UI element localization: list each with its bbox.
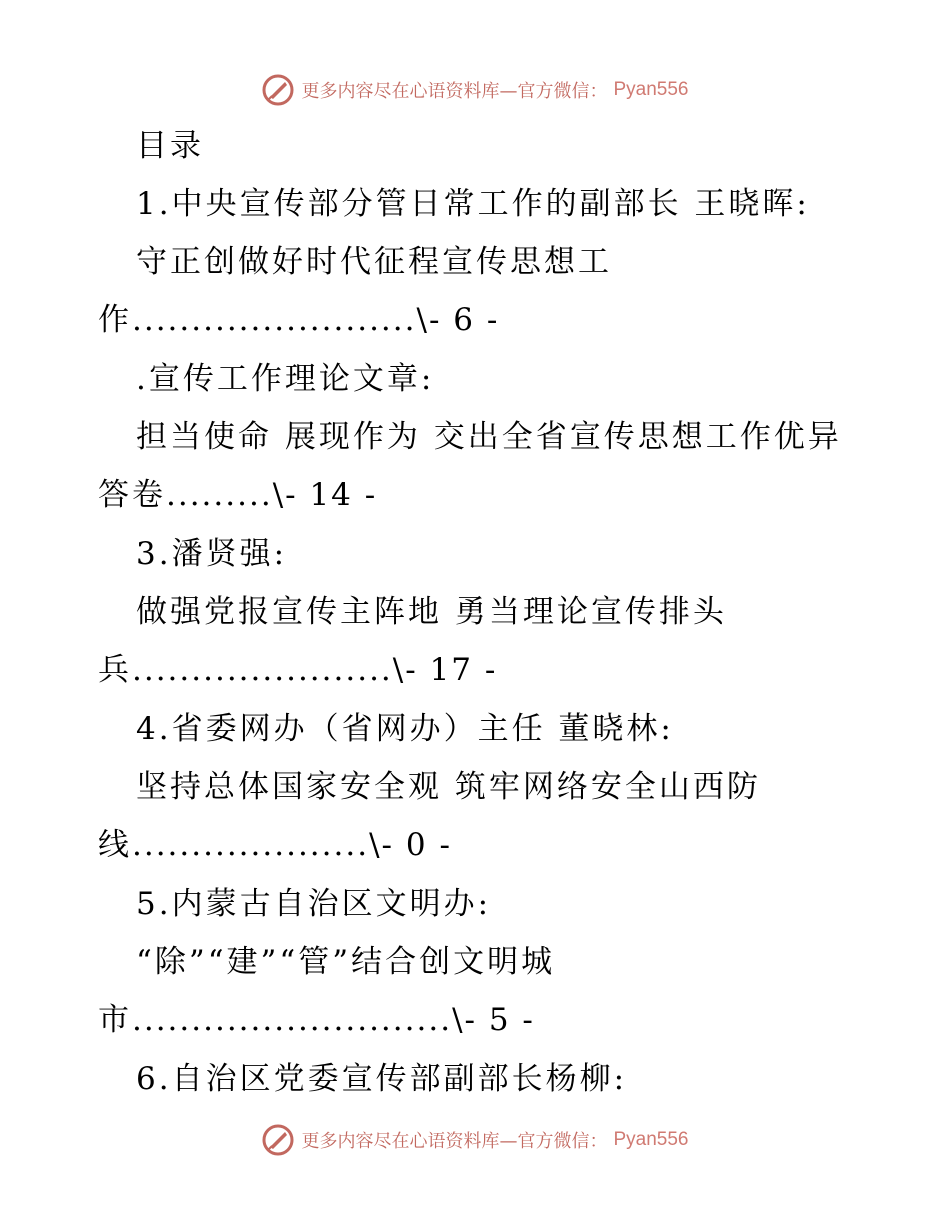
toc-entry-tail: 作: [98, 302, 132, 338]
toc-leader-dots: ....................: [132, 827, 370, 863]
toc-entry-subtitle: 做强党报宣传主阵地 勇当理论宣传排头: [136, 594, 727, 630]
toc-leader-dots: .........: [166, 477, 273, 513]
quill-logo-icon: [261, 1123, 295, 1157]
toc-leader-dots: ......................: [132, 652, 393, 688]
toc-entry-title: 3.潘贤强:: [136, 536, 288, 572]
toc-entry-tail: 答卷: [98, 477, 166, 513]
toc-entry-leader[interactable]: [98, 466, 377, 524]
toc-entry-subtitle: “除”“建”“管”结合创文明城: [136, 944, 556, 980]
toc-entry-subtitle: 坚持总体国家安全观 筑牢网络安全山西防: [136, 769, 761, 805]
toc-leader-dots: ...........................: [132, 1002, 453, 1038]
quill-logo-icon: [261, 73, 295, 107]
toc-heading: 目录: [136, 128, 204, 164]
toc-entry-title: 5.内蒙古自治区文明办:: [136, 886, 492, 922]
toc-page-number: \- 17 -: [392, 652, 498, 688]
footer-watermark: [0, 1120, 950, 1160]
toc-entry-tail: 市: [98, 1002, 132, 1038]
header-watermark: [0, 70, 950, 110]
toc-page-number: \- 6 -: [416, 302, 500, 338]
toc-entry-title: .宣传工作理论文章:: [136, 361, 435, 397]
toc-entry-leader[interactable]: [98, 991, 535, 1049]
watermark-text: 更多内容尽在心语资料库—官方微信：: [301, 81, 608, 102]
toc-page-number: \- 0 -: [369, 827, 452, 863]
toc-entry-leader[interactable]: [98, 291, 499, 349]
toc-leader-dots: ........................: [132, 302, 417, 338]
toc-entry-subtitle: 守正创做好时代征程宣传思想工: [136, 244, 612, 280]
toc-entry-title: 1.中央宣传部分管日常工作的副部长 王晓晖:: [136, 186, 810, 222]
watermark-id: Pyan556: [613, 1129, 689, 1150]
toc-page-number: \- 5 -: [452, 1002, 535, 1038]
toc-entry-subtitle: 担当使命 展现作为 交出全省宣传思想工作优异: [136, 419, 842, 455]
toc-entry-leader[interactable]: [98, 641, 497, 699]
watermark-id: Pyan556: [613, 79, 689, 100]
toc-entry-title: 4.省委网办（省网办）主任 董晓林:: [136, 711, 674, 747]
toc-entry-tail: 线: [98, 827, 132, 863]
watermark-text: 更多内容尽在心语资料库—官方微信：: [301, 1131, 608, 1152]
toc-page-number: \- 14 -: [272, 477, 378, 513]
toc-entry-tail: 兵: [98, 652, 132, 688]
toc-entry-leader[interactable]: [98, 816, 452, 874]
toc-entry-title: 6.自治区党委宣传部副部长杨柳:: [136, 1061, 628, 1097]
